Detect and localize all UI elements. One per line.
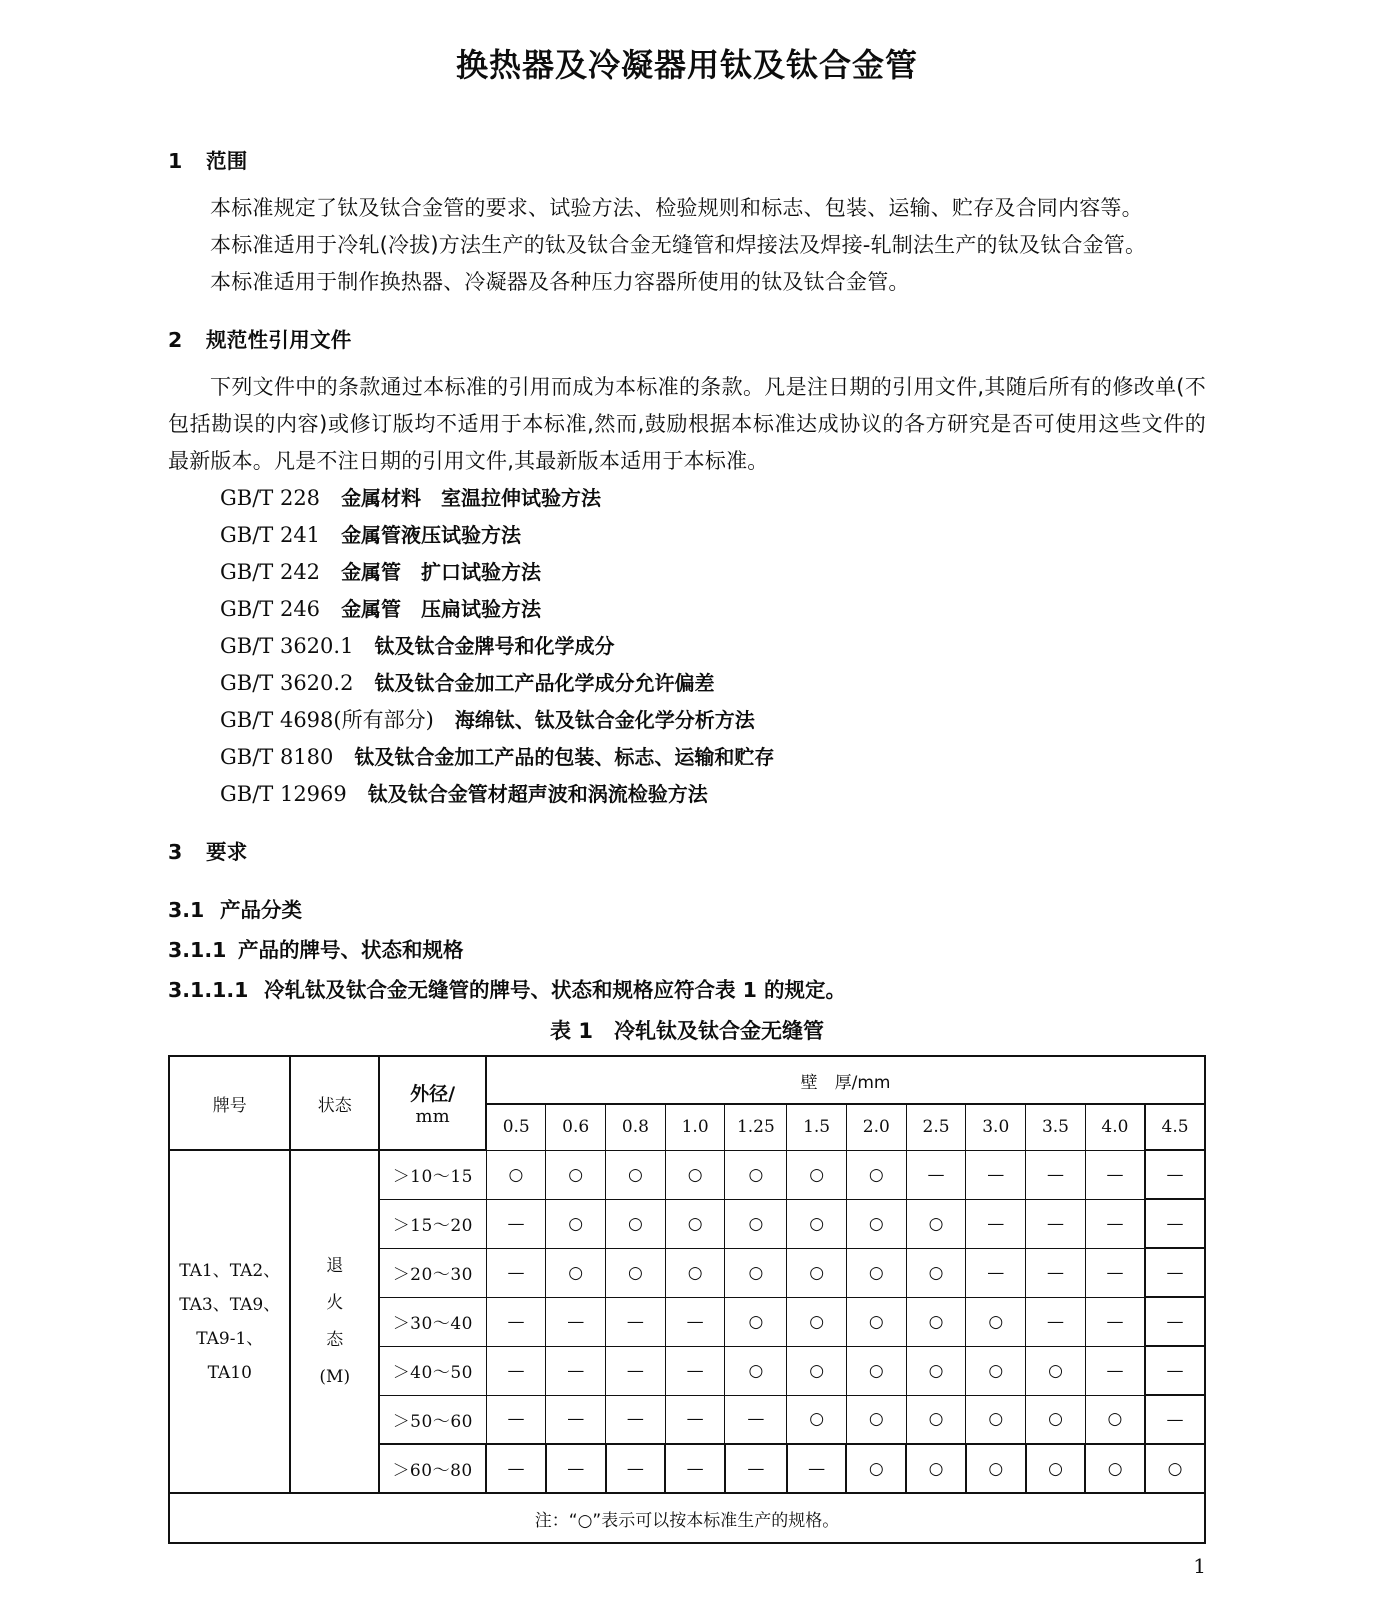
cell-mark: —: [1085, 1248, 1145, 1297]
cell-mark: —: [486, 1297, 546, 1346]
cell-mark: —: [1145, 1199, 1205, 1248]
cell-mark: ○: [787, 1346, 847, 1395]
ref-code: GB/T 3620.2: [220, 671, 354, 695]
section-number-31: 3.1: [168, 898, 205, 922]
cell-mark: —: [1026, 1297, 1086, 1346]
scope-paragraph-3: 本标准适用于制作换热器、冷凝器及各种压力容器所使用的钛及钛合金管。: [210, 270, 910, 294]
cell-mark: —: [665, 1395, 725, 1444]
ref-title: 金属管液压试验方法: [341, 523, 522, 547]
cell-mark: ○: [846, 1150, 906, 1199]
cell-mark: ○: [725, 1248, 787, 1297]
section-number-3: 3: [168, 840, 183, 864]
cell-mark: ○: [846, 1444, 906, 1493]
cell-mark: ○: [787, 1150, 847, 1199]
cell-mark: —: [966, 1150, 1026, 1199]
cell-mark: ○: [546, 1248, 606, 1297]
cell-mark: —: [1085, 1297, 1145, 1346]
cell-mark: ○: [725, 1199, 787, 1248]
column-header-wall-4: 1.25: [725, 1104, 787, 1150]
cell-mark: —: [1026, 1150, 1086, 1199]
ref-title: 海绵钛、钛及钛合金化学分析方法: [454, 708, 755, 732]
cell-mark: —: [546, 1395, 606, 1444]
table-note-row: [169, 1493, 1205, 1543]
list-item: [220, 702, 1206, 739]
list-item: [220, 665, 1206, 702]
cell-od-range: ＞30～40: [379, 1297, 486, 1346]
cell-mark: ○: [906, 1395, 966, 1444]
cell-mark: ○: [606, 1248, 666, 1297]
cell-od-range: ＞50～60: [379, 1395, 486, 1444]
column-header-wall-6: 2.0: [846, 1104, 906, 1150]
cell-mark: ○: [906, 1199, 966, 1248]
section-heading-scope: [168, 144, 1206, 174]
cell-mark: ○: [665, 1199, 725, 1248]
cell-mark: —: [1026, 1248, 1086, 1297]
cell-mark: —: [665, 1444, 725, 1493]
table-row: [169, 1150, 1205, 1199]
section-number-1: 1: [168, 149, 183, 173]
cell-mark: ○: [665, 1150, 725, 1199]
section-heading-grade-state-spec: [168, 933, 1206, 963]
cell-mark: ○: [906, 1248, 966, 1297]
ref-title: 钛及钛合金管材超声波和涡流检验方法: [367, 782, 708, 806]
column-header-wall-8: 3.0: [966, 1104, 1026, 1150]
cell-mark: —: [486, 1248, 546, 1297]
cell-mark: —: [1145, 1297, 1205, 1346]
column-header-wall-thickness-group: 壁 厚/mm: [486, 1056, 1205, 1104]
cell-mark: ○: [966, 1444, 1026, 1493]
column-header-wall-11: 4.5: [1145, 1104, 1205, 1150]
page-number: 1: [1193, 1554, 1206, 1578]
section-heading-seamless-tube-spec: [168, 973, 1206, 1003]
normative-refs-intro: 下列文件中的条款通过本标准的引用而成为本标准的条款。凡是注日期的引用文件,其随后所有的修改单(不包括勘误的内容)或修订版均不适用于本标准,然而,鼓励根据本标准达成协议的各方研究是否可使用这些文件的最新版本。凡是不注日期的引用文件,其最新版本适用于本标准。: [168, 375, 1206, 473]
cell-mark: —: [1085, 1346, 1145, 1395]
ref-code: GB/T 12969: [220, 782, 347, 806]
section-title-1: 范围: [206, 149, 248, 173]
spacer: [168, 881, 1206, 893]
cell-mark: —: [1145, 1150, 1205, 1199]
section-heading-requirements: [168, 835, 1206, 865]
list-item: [220, 517, 1206, 554]
cell-mark: —: [1085, 1199, 1145, 1248]
column-header-outer-diameter: [379, 1056, 486, 1150]
cell-mark: ○: [665, 1248, 725, 1297]
column-header-wall-5: 1.5: [787, 1104, 847, 1150]
ref-title: 金属管 压扁试验方法: [341, 597, 542, 621]
cell-mark: —: [665, 1346, 725, 1395]
section-number-3111: 3.1.1.1: [168, 978, 249, 1002]
column-header-wall-2: 0.8: [606, 1104, 666, 1150]
column-header-wall-0: 0.5: [486, 1104, 546, 1150]
cell-mark: —: [1145, 1346, 1205, 1395]
cell-mark: ○: [606, 1150, 666, 1199]
cell-mark: —: [606, 1297, 666, 1346]
cell-mark: ○: [846, 1199, 906, 1248]
cell-mark: ○: [1026, 1346, 1086, 1395]
column-header-state: 状态: [290, 1056, 379, 1150]
cell-mark: ○: [787, 1199, 847, 1248]
table-note: 注：“○”表示可以按本标准生产的规格。: [169, 1493, 1205, 1543]
cell-mark: ○: [1026, 1444, 1086, 1493]
column-header-wall-1: 0.6: [546, 1104, 606, 1150]
cell-od-range: ＞15～20: [379, 1199, 486, 1248]
scope-paragraph-1: 本标准规定了钛及钛合金管的要求、试验方法、检验规则和标志、包装、运输、贮存及合同内容等。: [210, 196, 1143, 220]
list-item: [220, 591, 1206, 628]
cell-mark: ○: [1026, 1395, 1086, 1444]
cell-mark: —: [725, 1395, 787, 1444]
ref-title: 钛及钛合金加工产品的包装、标志、运输和贮存: [354, 745, 775, 769]
cell-mark: ○: [725, 1150, 787, 1199]
ref-code: GB/T 246: [220, 597, 321, 621]
column-header-wall-9: 3.5: [1026, 1104, 1086, 1150]
list-item: [220, 628, 1206, 665]
list-item: [220, 480, 1206, 517]
od-header-line2: mm: [415, 1106, 450, 1127]
cell-mark: —: [1145, 1395, 1205, 1444]
page-title: 换热器及冷凝器用钛及钛合金管: [455, 46, 918, 84]
cell-mark: —: [725, 1444, 787, 1493]
cell-mark: ○: [787, 1395, 847, 1444]
cell-mark: —: [486, 1444, 546, 1493]
cell-mark: ○: [725, 1297, 787, 1346]
cell-mark: ○: [1145, 1444, 1205, 1493]
cell-mark: —: [486, 1199, 546, 1248]
ref-title: 钛及钛合金牌号和化学成分: [374, 634, 615, 658]
cell-mark: —: [1085, 1150, 1145, 1199]
column-header-brand: 牌号: [169, 1056, 290, 1150]
cell-mark: ○: [1085, 1395, 1145, 1444]
ref-code: GB/T 4698(所有部分): [220, 708, 434, 732]
cell-mark: —: [546, 1346, 606, 1395]
table-header-row-top: [169, 1056, 1205, 1104]
cell-od-range: ＞10～15: [379, 1150, 486, 1199]
od-header-line1: 外径/: [410, 1083, 456, 1105]
ref-title: 金属材料 室温拉伸试验方法: [341, 486, 602, 510]
brand-line-0: TA1、TA2、: [179, 1260, 281, 1281]
section-title-3: 要求: [206, 840, 248, 864]
column-header-wall-3: 1.0: [665, 1104, 725, 1150]
state-char-0: 退: [326, 1255, 344, 1276]
cell-od-range: ＞40～50: [379, 1346, 486, 1395]
cell-mark: ○: [846, 1346, 906, 1395]
cell-mark: ○: [966, 1395, 1026, 1444]
section-title-311: 产品的牌号、状态和规格: [238, 938, 464, 962]
cell-mark: ○: [486, 1150, 546, 1199]
cell-mark: —: [1026, 1199, 1086, 1248]
list-item: [220, 554, 1206, 591]
cell-mark: ○: [546, 1199, 606, 1248]
section-title-2: 规范性引用文件: [206, 328, 352, 352]
cell-mark: ○: [846, 1395, 906, 1444]
state-char-1: 火: [326, 1292, 344, 1313]
section-heading-product-classification: [168, 893, 1206, 923]
cell-mark: —: [546, 1444, 606, 1493]
cell-mark: ○: [846, 1297, 906, 1346]
section-text-3111: 冷轧钛及钛合金无缝管的牌号、状态和规格应符合表 1 的规定。: [264, 978, 847, 1002]
cell-mark: —: [906, 1150, 966, 1199]
ref-code: GB/T 241: [220, 523, 321, 547]
cell-mark: —: [966, 1248, 1026, 1297]
column-header-wall-7: 2.5: [906, 1104, 966, 1150]
spacer: [168, 813, 1206, 835]
cell-mark: —: [606, 1346, 666, 1395]
section-title-31: 产品分类: [220, 898, 302, 922]
cell-mark: —: [665, 1297, 725, 1346]
cell-mark: ○: [846, 1248, 906, 1297]
state-char-2: 态: [326, 1329, 344, 1350]
section-number-2: 2: [168, 328, 183, 352]
table-cold-rolled-seamless-tube: [168, 1055, 1206, 1544]
ref-code: GB/T 3620.1: [220, 634, 354, 658]
cell-mark: ○: [906, 1346, 966, 1395]
brand-line-1: TA3、TA9、: [179, 1294, 281, 1315]
cell-mark: —: [966, 1199, 1026, 1248]
cell-mark: ○: [546, 1150, 606, 1199]
ref-code: GB/T 242: [220, 560, 321, 584]
cell-state-annealed: [290, 1150, 379, 1493]
cell-mark: —: [606, 1395, 666, 1444]
cell-brand-list: [169, 1150, 290, 1493]
cell-mark: ○: [966, 1346, 1026, 1395]
cell-mark: —: [787, 1444, 847, 1493]
cell-mark: —: [606, 1444, 666, 1493]
scope-paragraph-2: 本标准适用于冷轧(冷拔)方法生产的钛及钛合金无缝管和焊接法及焊接-轧制法生产的钛及钛合金管。: [210, 233, 1147, 257]
cell-mark: ○: [787, 1248, 847, 1297]
cell-mark: ○: [787, 1297, 847, 1346]
cell-mark: ○: [906, 1297, 966, 1346]
table-caption: 表 1 冷轧钛及钛合金无缝管: [550, 1019, 824, 1043]
cell-mark: —: [1145, 1248, 1205, 1297]
normative-reference-list: [168, 480, 1206, 813]
state-char-3: (M): [319, 1366, 351, 1387]
brand-line-3: TA10: [207, 1362, 252, 1383]
list-item: [220, 776, 1206, 813]
section-number-311: 3.1.1: [168, 938, 227, 962]
cell-od-range: ＞20～30: [379, 1248, 486, 1297]
spacer: [168, 301, 1206, 323]
cell-mark: ○: [725, 1346, 787, 1395]
cell-mark: —: [486, 1346, 546, 1395]
cell-mark: —: [486, 1395, 546, 1444]
section-heading-normative-refs: [168, 323, 1206, 353]
ref-code: GB/T 228: [220, 486, 321, 510]
cell-mark: ○: [1085, 1444, 1145, 1493]
list-item: [220, 739, 1206, 776]
cell-mark: ○: [966, 1297, 1026, 1346]
ref-title: 金属管 扩口试验方法: [341, 560, 542, 584]
cell-od-range: ＞60～80: [379, 1444, 486, 1493]
brand-line-2: TA9-1、: [196, 1328, 264, 1349]
ref-title: 钛及钛合金加工产品化学成分允许偏差: [374, 671, 715, 695]
cell-mark: ○: [606, 1199, 666, 1248]
cell-mark: ○: [906, 1444, 966, 1493]
cell-mark: —: [546, 1297, 606, 1346]
column-header-wall-10: 4.0: [1085, 1104, 1145, 1150]
ref-code: GB/T 8180: [220, 745, 334, 769]
